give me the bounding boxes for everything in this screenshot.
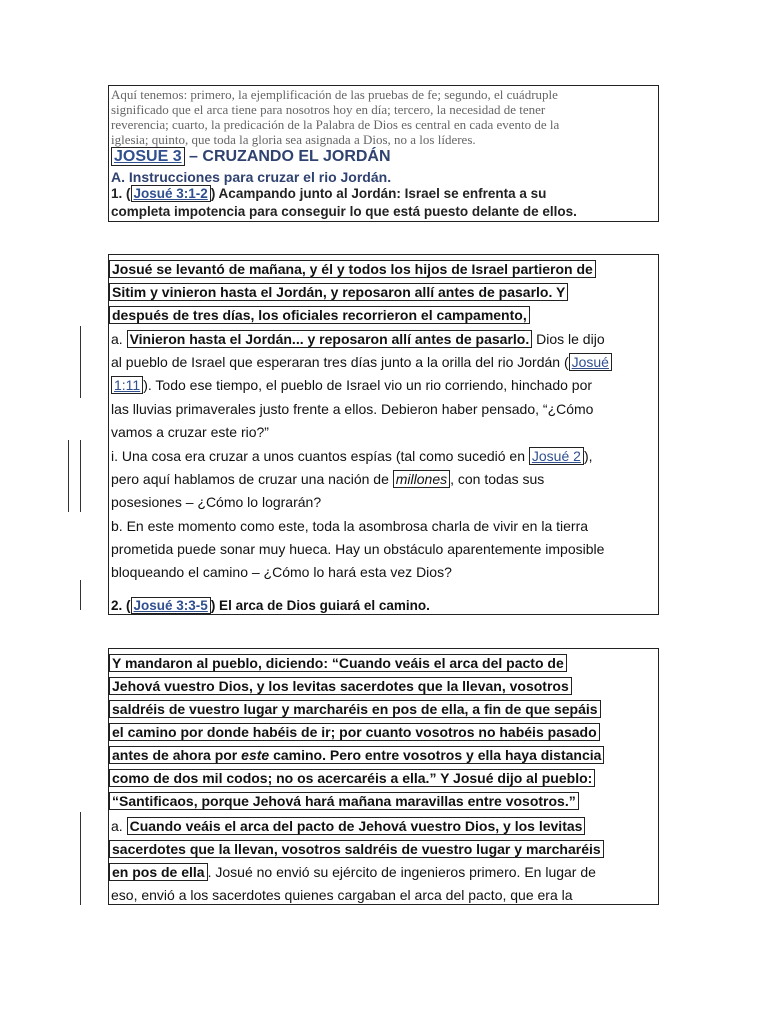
intro-line: reverencia; cuarto, la predicación de la Palabra de Dios es central en cada evento de la — [111, 117, 560, 132]
para-text: . Josué no envió su ejército de ingenieros primero. En lugar de — [207, 864, 596, 880]
ref-link[interactable]: Josué 2 — [529, 447, 584, 465]
para-text: , con todas sus — [450, 471, 545, 487]
book-link[interactable]: JOSUE 3 — [111, 147, 185, 166]
quote-line — [109, 307, 530, 323]
quote-text: antes de ahora por — [112, 747, 242, 763]
para-text: al pueblo de Israel que esperaran tres días junto a la orilla del rio Jordán ( — [111, 354, 569, 370]
para-text: ). Todo ese tiempo, el pueblo de Israel vio un rio corriendo, hinchado por — [143, 377, 593, 393]
quote-line — [109, 261, 596, 277]
ref-link[interactable]: Josué — [569, 353, 612, 371]
section-a-heading: A. Instrucciones para cruzar el rio Jordán. — [111, 169, 392, 185]
quote-text: en pos de ella — [109, 863, 208, 881]
label-a: a. — [111, 818, 127, 834]
para-line — [109, 864, 596, 880]
para-line: prometida puede sonar muy hueca. Hay un obstáculo aparentemente imposible — [111, 541, 605, 557]
para-text: Dios le dijo — [532, 331, 605, 347]
page-title — [111, 148, 391, 166]
quote-text: Josué se levantó de mañana, y él y todos los hijos de Israel partieron de — [109, 260, 596, 278]
para-line — [111, 471, 544, 487]
para-line — [111, 354, 612, 370]
quote-text: “Santificaos, porque Jehová hará mañana maravillas entre vosotros.” — [109, 792, 579, 810]
para-text: pero aquí hablamos de cruzar una nación de — [111, 471, 393, 487]
quote-text: saldréis de vuestro lugar y marcharéis en pos de ella, a fin de que sepáis — [109, 700, 601, 718]
para-a — [111, 331, 605, 347]
intro-line: Aquí tenemos: primero, la ejemplificación de las pruebas de fe; segundo, el cuádruple — [111, 87, 558, 102]
ref-link[interactable]: Josué 3:1-2 — [131, 185, 211, 202]
point-text: ) Acampando junto al Jordán: Israel se enfrenta a su — [210, 186, 547, 201]
intro-line: significado que el arca tiene para nosotros hoy en día; tercero, la necesidad de tener — [111, 102, 546, 117]
quote-line — [109, 841, 604, 857]
point-prefix: 2. ( — [111, 598, 131, 613]
commentary-block-2 — [108, 254, 659, 615]
para-line: bloqueando el camino – ¿Cómo lo hará esta vez Dios? — [111, 564, 452, 580]
point-1 — [111, 186, 546, 201]
point-text: ) El arca de Dios guiará el camino. — [210, 598, 430, 613]
point-1-cont: completa impotencia para conseguir lo que está puesto delante de ellos. — [111, 204, 577, 219]
label-a: a. — [111, 331, 127, 347]
ref-link[interactable]: 1:11 — [111, 376, 143, 394]
change-bar — [80, 440, 81, 512]
point-2 — [111, 598, 430, 613]
emphasis-text: este — [241, 747, 270, 763]
quote-text: Sitim y vinieron hasta el Jordán, y reposaron allí antes de pasarlo. Y — [109, 283, 568, 301]
quote-text: el camino por donde habéis de ir; por cuanto vosotros no habéis pasado — [109, 723, 600, 741]
quote-line — [109, 747, 604, 763]
quote-text: después de tres días, los oficiales recorrieron el campamento, — [109, 306, 530, 324]
quote-line — [109, 793, 579, 809]
para-line — [111, 377, 592, 393]
quote-line — [109, 284, 568, 300]
intro-block — [108, 85, 659, 222]
quote-text: Y mandaron al pueblo, diciendo: “Cuando veáis el arca del pacto de — [109, 654, 567, 672]
quote-text: camino. Pero entre vosotros y ella haya distancia — [269, 747, 602, 763]
commentary-block-3 — [108, 648, 659, 905]
para-i — [111, 448, 593, 464]
change-bar — [68, 440, 69, 512]
quote-line — [109, 701, 601, 717]
title-text: – CRUZANDO EL JORDÁN — [184, 148, 391, 165]
para-line: posesiones – ¿Cómo lo lograrán? — [111, 494, 322, 510]
quote-line — [109, 724, 600, 740]
change-bar — [80, 812, 81, 905]
change-bar — [80, 580, 81, 610]
quote-line — [109, 770, 595, 786]
para-line: eso, envió a los sacerdotes quienes cargaban el arca del pacto, que era la — [111, 887, 573, 903]
emphasis-text: millones — [393, 470, 450, 488]
para-line: vamos a cruzar este rio?” — [111, 424, 269, 440]
ref-link[interactable]: Josué 3:3-5 — [131, 597, 211, 614]
point-prefix: 1. ( — [111, 186, 131, 201]
quote-line — [109, 678, 572, 694]
quote-text: como de dos mil codos; no os acercaréis a ella.” Y Josué dijo al pueblo: — [109, 769, 595, 787]
para-line: las lluvias primaverales justo frente a ellos. Debieron haber pensado, “¿Cómo — [111, 401, 594, 417]
quote-text: sacerdotes que la llevan, vosotros saldréis de vuestro lugar y marcharéis — [109, 840, 604, 858]
quote-text: Jehová vuestro Dios, y los levitas sacerdotes que la llevan, vosotros — [109, 677, 572, 695]
quote-line — [109, 655, 567, 671]
para-text: ), — [583, 448, 593, 464]
change-bar — [80, 326, 81, 398]
para-text: i. Una cosa era cruzar a unos cuantos espías (tal como sucedió en — [111, 448, 529, 464]
quote-text: Cuando veáis el arca del pacto de Jehová vuestro Dios, y los levitas — [127, 817, 586, 835]
para-b: b. En este momento como este, toda la asombrosa charla de vivir en la tierra — [111, 518, 589, 534]
para-a — [111, 818, 585, 834]
intro-line: iglesia; quinto, que toda la gloria sea asignada a Dios, no a los líderes. — [111, 132, 476, 147]
quote-text: Vinieron hasta el Jordán... y reposaron allí antes de pasarlo. — [127, 330, 533, 348]
